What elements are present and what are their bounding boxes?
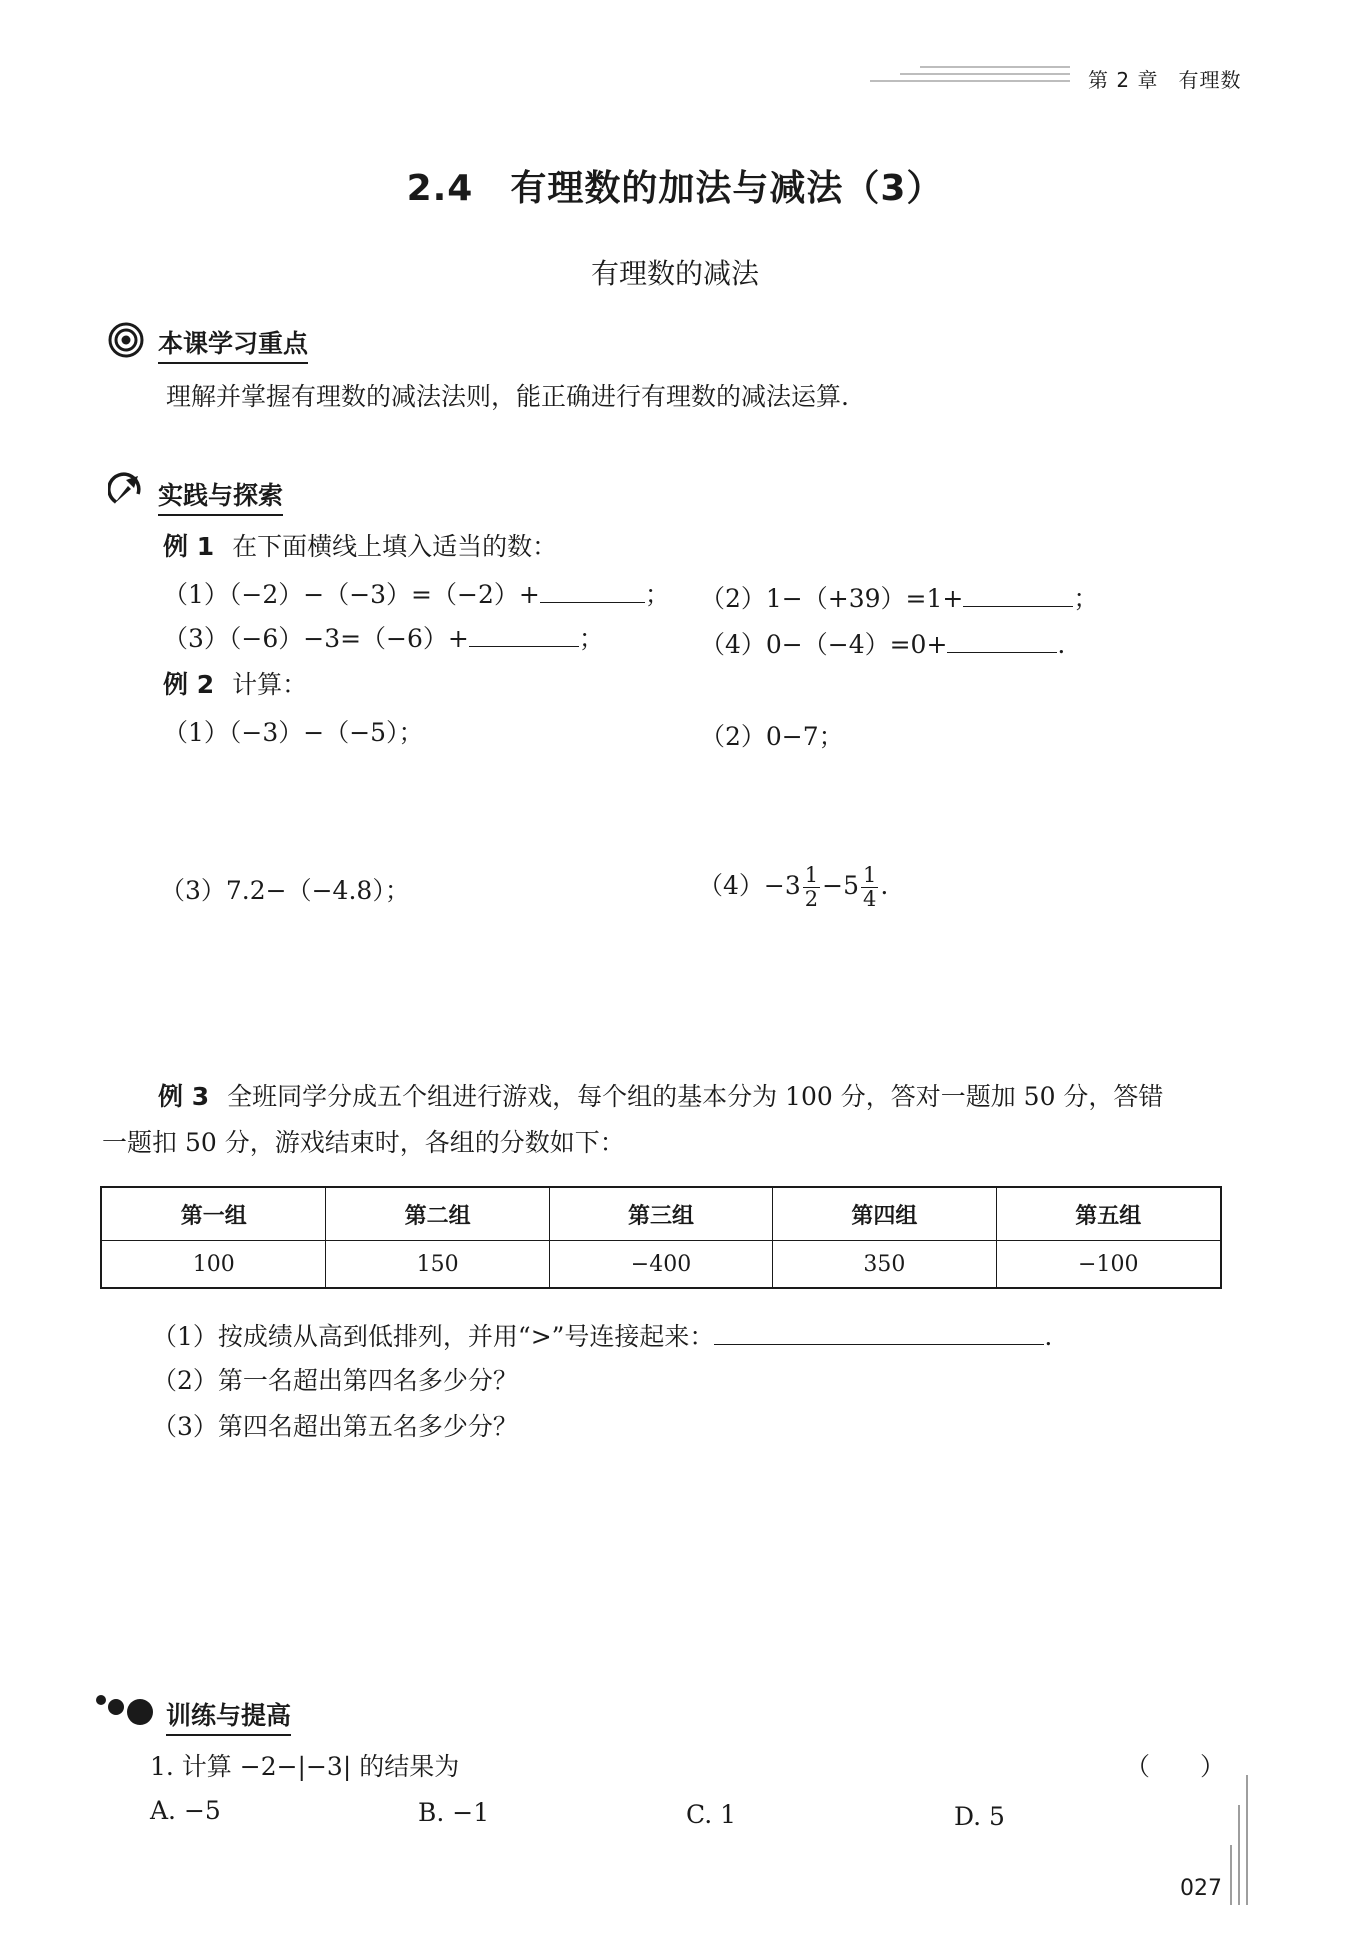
table-cell: −100	[996, 1241, 1221, 1289]
fraction: $\frac{1}{4}$	[863, 863, 877, 912]
scores-table	[100, 1186, 1222, 1289]
focus-heading: 本课学习重点	[158, 324, 308, 364]
option-c[interactable]: C. 1	[686, 1800, 737, 1829]
page-title: 2.4 有理数的加法与减法（3）	[406, 168, 944, 209]
answer-blank[interactable]	[540, 578, 645, 603]
example2-item-4: （4）−3 $\frac{1}{2}$ −5 $\frac{1}{4}$ .	[698, 863, 889, 912]
table-header-cell: 第四组	[773, 1187, 996, 1241]
example3-question-2: （2）第一名超出第四名多少分？	[152, 1366, 518, 1395]
example1-item-3: （3）（−6）−3=（−6）+ ；	[163, 624, 604, 653]
example2-item-3: （3）7.2−（−4.8）；	[160, 876, 410, 905]
training-heading: 训练与提高	[166, 1696, 291, 1736]
running-header	[1088, 64, 1261, 93]
answer-blank[interactable]	[469, 622, 579, 647]
option-b[interactable]: B. −1	[418, 1798, 490, 1827]
table-cell: 350	[773, 1241, 996, 1289]
option-d[interactable]: D. 5	[954, 1802, 1005, 1831]
footer-decorative-lines	[1230, 1775, 1260, 1905]
example1-prompt	[163, 532, 557, 562]
table-header-row	[101, 1187, 1221, 1241]
page-subtitle: 有理数的减法	[590, 257, 759, 290]
answer-blank[interactable]	[947, 628, 1057, 653]
example1-text: 在下面横线上填入适当的数：	[232, 532, 558, 561]
table-header-cell: 第五组	[996, 1187, 1221, 1241]
chapter-title: 有理数	[1178, 68, 1242, 92]
example2-label: 例 2	[163, 670, 215, 699]
option-a[interactable]: A. −5	[150, 1796, 221, 1825]
table-cell: 150	[326, 1241, 549, 1289]
table-header-cell: 第三组	[549, 1187, 772, 1241]
answer-blank[interactable]	[714, 1320, 1044, 1345]
chapter-number: 第 2 章	[1088, 68, 1159, 92]
answer-parentheses[interactable]: （ ）	[1125, 1752, 1226, 1781]
arrow-circle-icon	[108, 472, 144, 508]
question1-stem: 1. 计算 −2−|−3| 的结果为	[150, 1752, 460, 1781]
table-header-cell: 第一组	[101, 1187, 326, 1241]
fraction: $\frac{1}{2}$	[804, 863, 819, 912]
example3-text-line1: 例 3 全班同学分成五个组进行游戏，每个组的基本分为 100 分，答对一题加 50 分，答错	[158, 1082, 1164, 1111]
example1-label: 例 1	[163, 532, 215, 561]
practice-heading: 实践与探索	[158, 476, 283, 516]
example1-item-2: （2）1−（+39）=1+ ；	[700, 584, 1099, 613]
answer-blank[interactable]	[963, 582, 1073, 607]
table-cell: 100	[101, 1241, 326, 1289]
dots-icon	[94, 1690, 160, 1728]
table-header-cell: 第二组	[326, 1187, 549, 1241]
example2-prompt	[163, 670, 307, 700]
header-decorative-lines	[870, 66, 1070, 88]
example1-item-4: （4）0−（−4）=0+ .	[700, 630, 1066, 659]
example3-question-3: （3）第四名超出第五名多少分？	[152, 1412, 518, 1441]
example3-text-line2: 一题扣 50 分，游戏结束时，各组的分数如下：	[102, 1128, 625, 1157]
example2-text: 计算：	[232, 670, 308, 699]
table-row	[101, 1241, 1221, 1289]
focus-text: 理解并掌握有理数的减法法则，能正确进行有理数的减法运算.	[166, 382, 849, 411]
example3-label: 例 3	[158, 1082, 210, 1111]
example2-item-2: （2）0−7；	[700, 722, 844, 751]
target-icon	[108, 322, 144, 358]
example2-item-1: （1）（−3）−（−5）；	[163, 718, 424, 747]
table-cell: −400	[549, 1241, 772, 1289]
example3-question-1: （1）按成绩从高到低排列，并用“>”号连接起来： .	[152, 1322, 1053, 1351]
example1-item-1: （1）（−2）−（−3）=（−2）+ ；	[163, 580, 670, 609]
page-number: 027	[1180, 1876, 1222, 1901]
